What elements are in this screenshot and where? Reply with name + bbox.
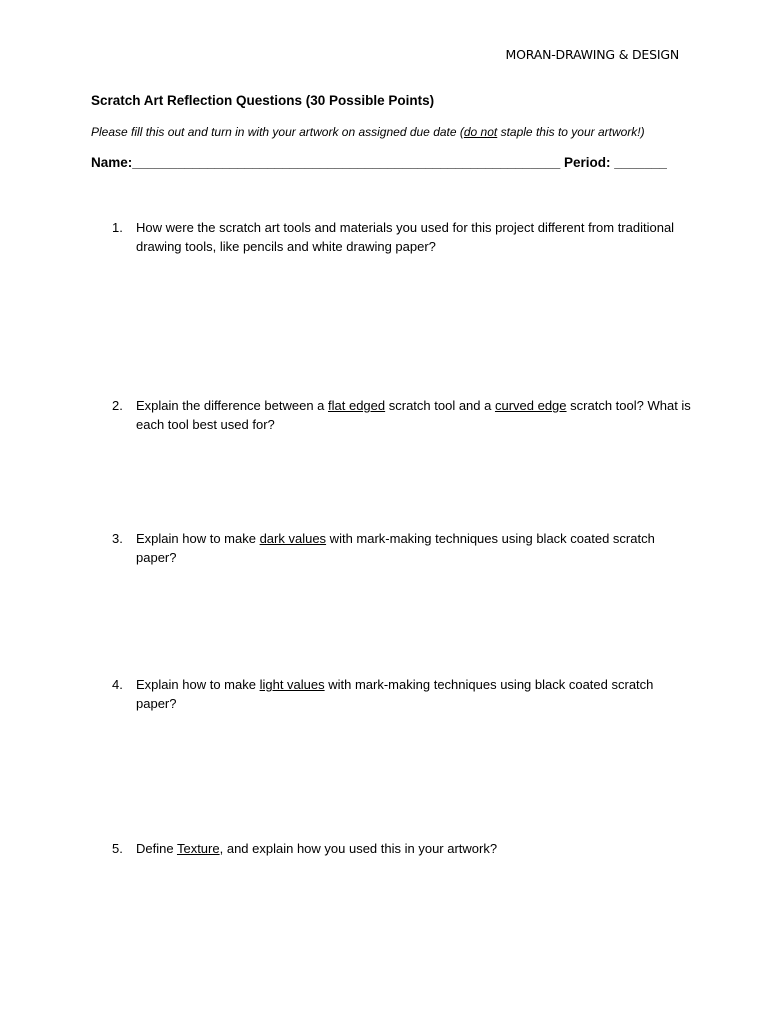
question-text — [136, 839, 692, 858]
name-period-line — [91, 155, 667, 170]
question-text — [136, 675, 692, 713]
period-label: Period: — [564, 155, 611, 170]
question-5 — [112, 839, 692, 858]
instructions-text-after: staple this to your artwork!) — [497, 125, 645, 139]
question-text: How were the scratch art tools and materials you used for this project different from traditional drawing tools, like pencils and white drawing paper? — [136, 220, 675, 254]
name-label: Name: — [91, 155, 133, 170]
question-text-part: Define — [136, 841, 177, 856]
question-4 — [112, 675, 692, 713]
question-text — [136, 529, 692, 567]
question-number: 5. — [112, 841, 123, 856]
period-blank[interactable]: _______ — [614, 155, 667, 170]
question-number: 2. — [112, 398, 123, 413]
term-curved-edge: curved edge — [494, 398, 567, 413]
instructions-text-before: Please fill this out and turn in with your artwork on assigned due date ( — [91, 125, 464, 139]
term-texture: Texture — [176, 841, 220, 856]
question-2 — [112, 396, 692, 434]
question-text-part: with mark-making techniques using black coated scratch paper? — [136, 531, 655, 565]
question-text-part: Explain the difference between a — [136, 398, 329, 413]
instructions — [91, 125, 645, 139]
question-number: 1. — [112, 220, 123, 235]
term-light-values: light values — [259, 677, 325, 692]
question-number: 3. — [112, 531, 123, 546]
course-header: MORAN-DRAWING & DESIGN — [505, 47, 679, 62]
question-text-part: , and explain how you used this in your artwork? — [219, 841, 498, 856]
question-text-part: Explain how to make — [136, 531, 260, 546]
question-3 — [112, 529, 692, 567]
question-number: 4. — [112, 677, 123, 692]
instructions-emphasis: do not — [463, 125, 498, 139]
term-flat-edged: flat edged — [328, 398, 386, 413]
name-blank[interactable]: _________________________________________________________ — [132, 155, 561, 170]
worksheet-title: Scratch Art Reflection Questions (30 Possible Points) — [91, 93, 435, 108]
question-text-part: Explain how to make — [136, 677, 260, 692]
term-dark-values: dark values — [259, 531, 327, 546]
question-text — [136, 396, 692, 434]
question-text-part: scratch tool and a — [385, 398, 495, 413]
question-1 — [112, 218, 692, 256]
question-text-part: scratch tool? What is each tool best used for? — [136, 398, 691, 432]
question-text-part: with mark-making techniques using black coated scratch paper? — [136, 677, 654, 711]
